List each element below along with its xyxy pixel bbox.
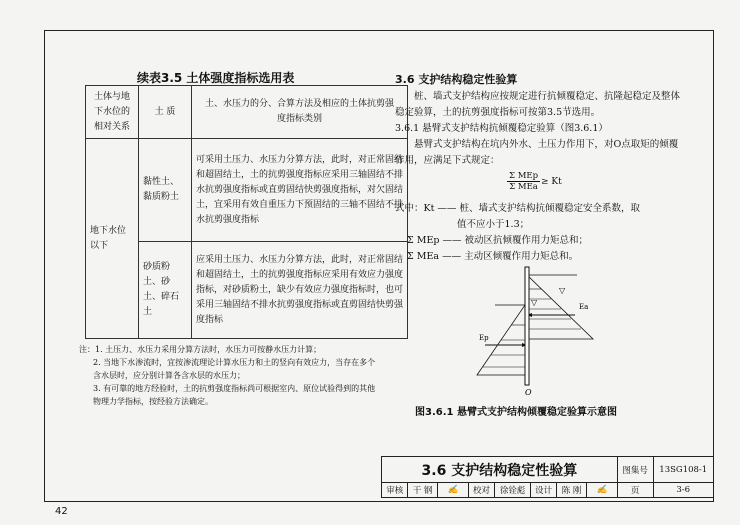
strength-index-table bbox=[85, 85, 408, 339]
formula-numerator: Σ MEp bbox=[509, 171, 539, 181]
page-label: 页 bbox=[617, 483, 653, 498]
definition-line: 值不应小于1.3； bbox=[457, 219, 530, 230]
table-notes bbox=[79, 343, 379, 408]
title-block-title: 3.6 支护结构稳定性验算 bbox=[382, 457, 618, 483]
design-label: 设计 bbox=[530, 483, 556, 498]
water-level-symbol-inside: ▽ bbox=[531, 298, 538, 307]
definition-line: Σ MEp —— 被动区抗倾覆作用力矩总和； bbox=[407, 235, 589, 246]
water-level-symbol: ▽ bbox=[559, 286, 566, 295]
group-cell: 地下水位以下 bbox=[86, 139, 139, 339]
atlas-number: 13SG108-1 bbox=[653, 457, 714, 483]
header-cell: 土体与地下水位的相对关系 bbox=[86, 86, 139, 139]
method-cell: 应采用土压力、水压力分算方法，此时，对正常固结和超固结土，土的抗剪强度指标应采用有效应力强度指标，对砂质粉土，缺少有效应力强度指标时，也可采用三轴固结不排水抗剪强度指标或直剪固结快剪强度指标 bbox=[192, 242, 408, 339]
note-line: 2. 当地下水渗流时，宜按渗流理论计算水压力和土的竖向有效应力，当存在多个含水层时，应分别计算各含水层的水压力； bbox=[93, 358, 376, 380]
header-cell: 土、水压力的分、合算方法及相应的土体抗剪强度指标类别 bbox=[192, 86, 408, 139]
paragraph: 3.6.1 悬臂式支护结构抗倾覆稳定验算（图3.6.1） bbox=[395, 123, 608, 134]
reviewer-signature: ✍ bbox=[437, 483, 468, 498]
table-header-row bbox=[86, 86, 408, 139]
review-label: 审核 bbox=[382, 483, 408, 498]
table-title: 续表3.5 土体强度指标选用表 bbox=[137, 71, 295, 85]
ep-label: Ep bbox=[479, 334, 489, 342]
drawing-sheet bbox=[44, 30, 714, 502]
retaining-pile bbox=[525, 267, 529, 385]
page-number: 42 bbox=[55, 506, 68, 517]
soil-cell: 黏性土、黏质粉土 bbox=[139, 139, 192, 242]
note-line: 3. 有可靠的地方经验时，土的抗剪强度指标尚可根据室内、原位试验得到的其他物理力学指标，按经验方法确定。 bbox=[93, 384, 376, 406]
reviewer: 干 钢 bbox=[408, 483, 437, 498]
page-code: 3-6 bbox=[653, 483, 714, 498]
section-heading: 3.6 支护结构稳定性验算 bbox=[395, 73, 518, 86]
designer: 陈 刚 bbox=[557, 483, 586, 498]
figure-caption: 图3.6.1 悬臂式支护结构倾覆稳定验算示意图 bbox=[415, 407, 617, 418]
point-o-label: O bbox=[525, 388, 532, 397]
proof-label: 校对 bbox=[468, 483, 494, 498]
method-cell: 可采用土压力、水压力分算方法，此时，对正常固结和超固结土，土的抗剪强度指标应采用三轴固结不排水抗剪强度指标或直剪固结快剪强度指标，对欠固结土，宜采用有效自重压力下预固结的三轴不固结不排水抗剪强度指标 bbox=[192, 139, 408, 242]
stability-formula bbox=[507, 171, 540, 192]
definition-line: Σ MEa —— 主动区倾覆作用力矩总和。 bbox=[407, 251, 579, 262]
atlas-label: 图集号 bbox=[617, 457, 653, 483]
formula-rhs: ≥ Kt bbox=[541, 177, 562, 187]
paragraph: 桩、墙式支护结构应按规定进行抗倾覆稳定、抗隆起稳定及整体稳定验算，土的抗剪强度指标可按第3.5节选用。 bbox=[395, 91, 681, 118]
overturning-diagram bbox=[465, 265, 615, 397]
proofer: 徐铨彪 bbox=[495, 483, 531, 498]
table-row bbox=[86, 139, 408, 242]
note-line: 注：1. 土压力、水压力采用分算方法时，水压力可按静水压力计算； bbox=[79, 345, 322, 354]
definitions bbox=[395, 201, 695, 265]
title-block bbox=[381, 456, 714, 498]
ea-label: Ea bbox=[579, 303, 589, 311]
soil-cell: 砂质粉土、砂土、碎石土 bbox=[139, 242, 192, 339]
definition-line: 式中：Kt —— 桩、墙式支护结构抗倾覆稳定安全系数，取 bbox=[395, 203, 640, 214]
header-cell: 土 质 bbox=[139, 86, 192, 139]
paragraph: 悬臂式支护结构在坑内外水、土压力作用下，对O点取矩的倾覆作用，应满足下式规定： bbox=[395, 139, 679, 166]
designer-signature: ✍ bbox=[586, 483, 617, 498]
formula-denominator: Σ MEa bbox=[509, 182, 538, 192]
